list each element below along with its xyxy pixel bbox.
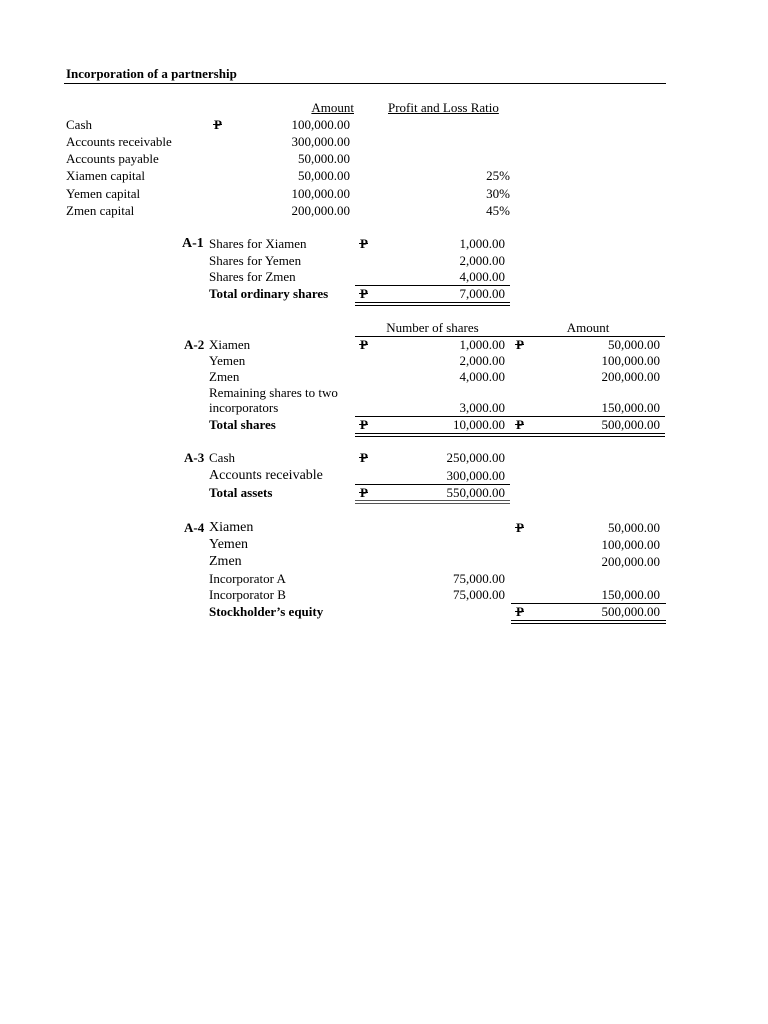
a4-total-double-rule [511, 620, 666, 624]
a2-remaining-shares: 3,000.00 [459, 400, 505, 415]
peso-sign: P [516, 417, 524, 432]
a4-row-sub: 75,000.00 [453, 571, 505, 586]
a4-row-value: 100,000.00 [601, 537, 660, 552]
top-row-amount: 100,000.00 [291, 117, 350, 132]
a4-total-value: 500,000.00 [601, 604, 660, 619]
a4-row-label: Yemen [209, 537, 249, 552]
a1-row-value: 4,000.00 [459, 269, 505, 284]
ratio-header: Profit and Loss Ratio [388, 100, 499, 115]
section-tag-a2: A-2 [184, 337, 205, 352]
top-row-ratio: 30% [486, 186, 510, 201]
a2-row-shares: 2,000.00 [459, 353, 505, 368]
title-rule [64, 83, 666, 84]
peso-sign: P [360, 236, 368, 251]
a1-row-value: 2,000.00 [459, 253, 505, 268]
top-row-amount: 50,000.00 [298, 151, 350, 166]
a2-shares-header: Number of shares [386, 320, 479, 335]
a1-total-value: 7,000.00 [459, 286, 505, 301]
a2-row-shares: 1,000.00 [459, 337, 505, 352]
a2-amount-header: Amount [566, 320, 610, 335]
a3-total-value: 550,000.00 [446, 485, 505, 500]
peso-sign: P [516, 604, 524, 619]
a4-row-value: 50,000.00 [608, 520, 660, 535]
top-row-label: Yemen capital [66, 186, 141, 201]
peso-sign: P [516, 337, 524, 352]
a3-total-double-rule [355, 500, 510, 504]
a1-row-label: Shares for Xiamen [209, 236, 307, 251]
peso-sign: P [360, 417, 368, 432]
peso-sign: P [360, 286, 368, 301]
top-row-label: Accounts payable [66, 151, 159, 166]
a4-total-label: Stockholder’s equity [209, 604, 324, 619]
a2-total-amount: 500,000.00 [601, 417, 660, 432]
a2-total-label: Total shares [209, 417, 276, 432]
a1-row-label: Shares for Zmen [209, 269, 296, 284]
a3-total-label: Total assets [209, 485, 273, 500]
a4-row-label: Zmen [209, 554, 242, 569]
top-row-amount: 200,000.00 [291, 203, 350, 218]
a4-row-label: Incorporator B [209, 587, 286, 602]
a2-row-label: Zmen [209, 369, 240, 384]
a4-row-label: Xiamen [209, 520, 254, 535]
a2-remaining-amount: 150,000.00 [601, 400, 660, 415]
a2-row-label: Yemen [209, 353, 246, 368]
a2-row-amount: 200,000.00 [601, 369, 660, 384]
a2-row-amount: 50,000.00 [608, 337, 660, 352]
section-tag-a4: A-4 [184, 520, 205, 535]
a4-row-sub: 75,000.00 [453, 587, 505, 602]
a2-row-label: Xiamen [209, 337, 251, 352]
top-row-label: Zmen capital [66, 203, 135, 218]
section-tag-a1: A-1 [182, 236, 204, 251]
peso-sign: P [360, 337, 368, 352]
a3-row-label: Cash [209, 450, 235, 465]
a1-row-label: Shares for Yemen [209, 253, 302, 268]
top-row-amount: 50,000.00 [298, 168, 350, 183]
a4-row-label: Incorporator A [209, 571, 286, 586]
peso-sign: P [360, 450, 368, 465]
a2-remaining-label: Remaining shares to two [209, 385, 338, 400]
top-row-ratio: 45% [486, 203, 510, 218]
a2-row-shares: 4,000.00 [459, 369, 505, 384]
top-row-amount: 100,000.00 [291, 186, 350, 201]
page-title: Incorporation of a partnership [66, 66, 237, 81]
top-row-label: Accounts receivable [66, 134, 172, 149]
a1-total-label: Total ordinary shares [209, 286, 329, 301]
top-row-amount: 300,000.00 [291, 134, 350, 149]
a4-row-value: 150,000.00 [601, 587, 660, 602]
a2-total-double-rule [355, 433, 665, 437]
a1-row-value: 1,000.00 [459, 236, 505, 251]
a1-total-double-rule [355, 302, 510, 306]
a2-row-amount: 100,000.00 [601, 353, 660, 368]
peso-sign: P [214, 117, 222, 132]
top-row-label: Xiamen capital [66, 168, 146, 183]
peso-sign: P [516, 520, 524, 535]
a3-row-label: Accounts receivable [209, 468, 323, 483]
a2-total-shares: 10,000.00 [453, 417, 505, 432]
a4-row-value: 200,000.00 [601, 554, 660, 569]
amount-header: Amount [311, 100, 354, 115]
a2-remaining-label-cont: incorporators [209, 400, 279, 415]
top-row-ratio: 25% [486, 168, 510, 183]
section-tag-a3: A-3 [184, 450, 205, 465]
peso-sign: P [360, 485, 368, 500]
top-row-label: Cash [66, 117, 92, 132]
a3-row-value: 300,000.00 [446, 468, 505, 483]
a3-row-value: 250,000.00 [446, 450, 505, 465]
